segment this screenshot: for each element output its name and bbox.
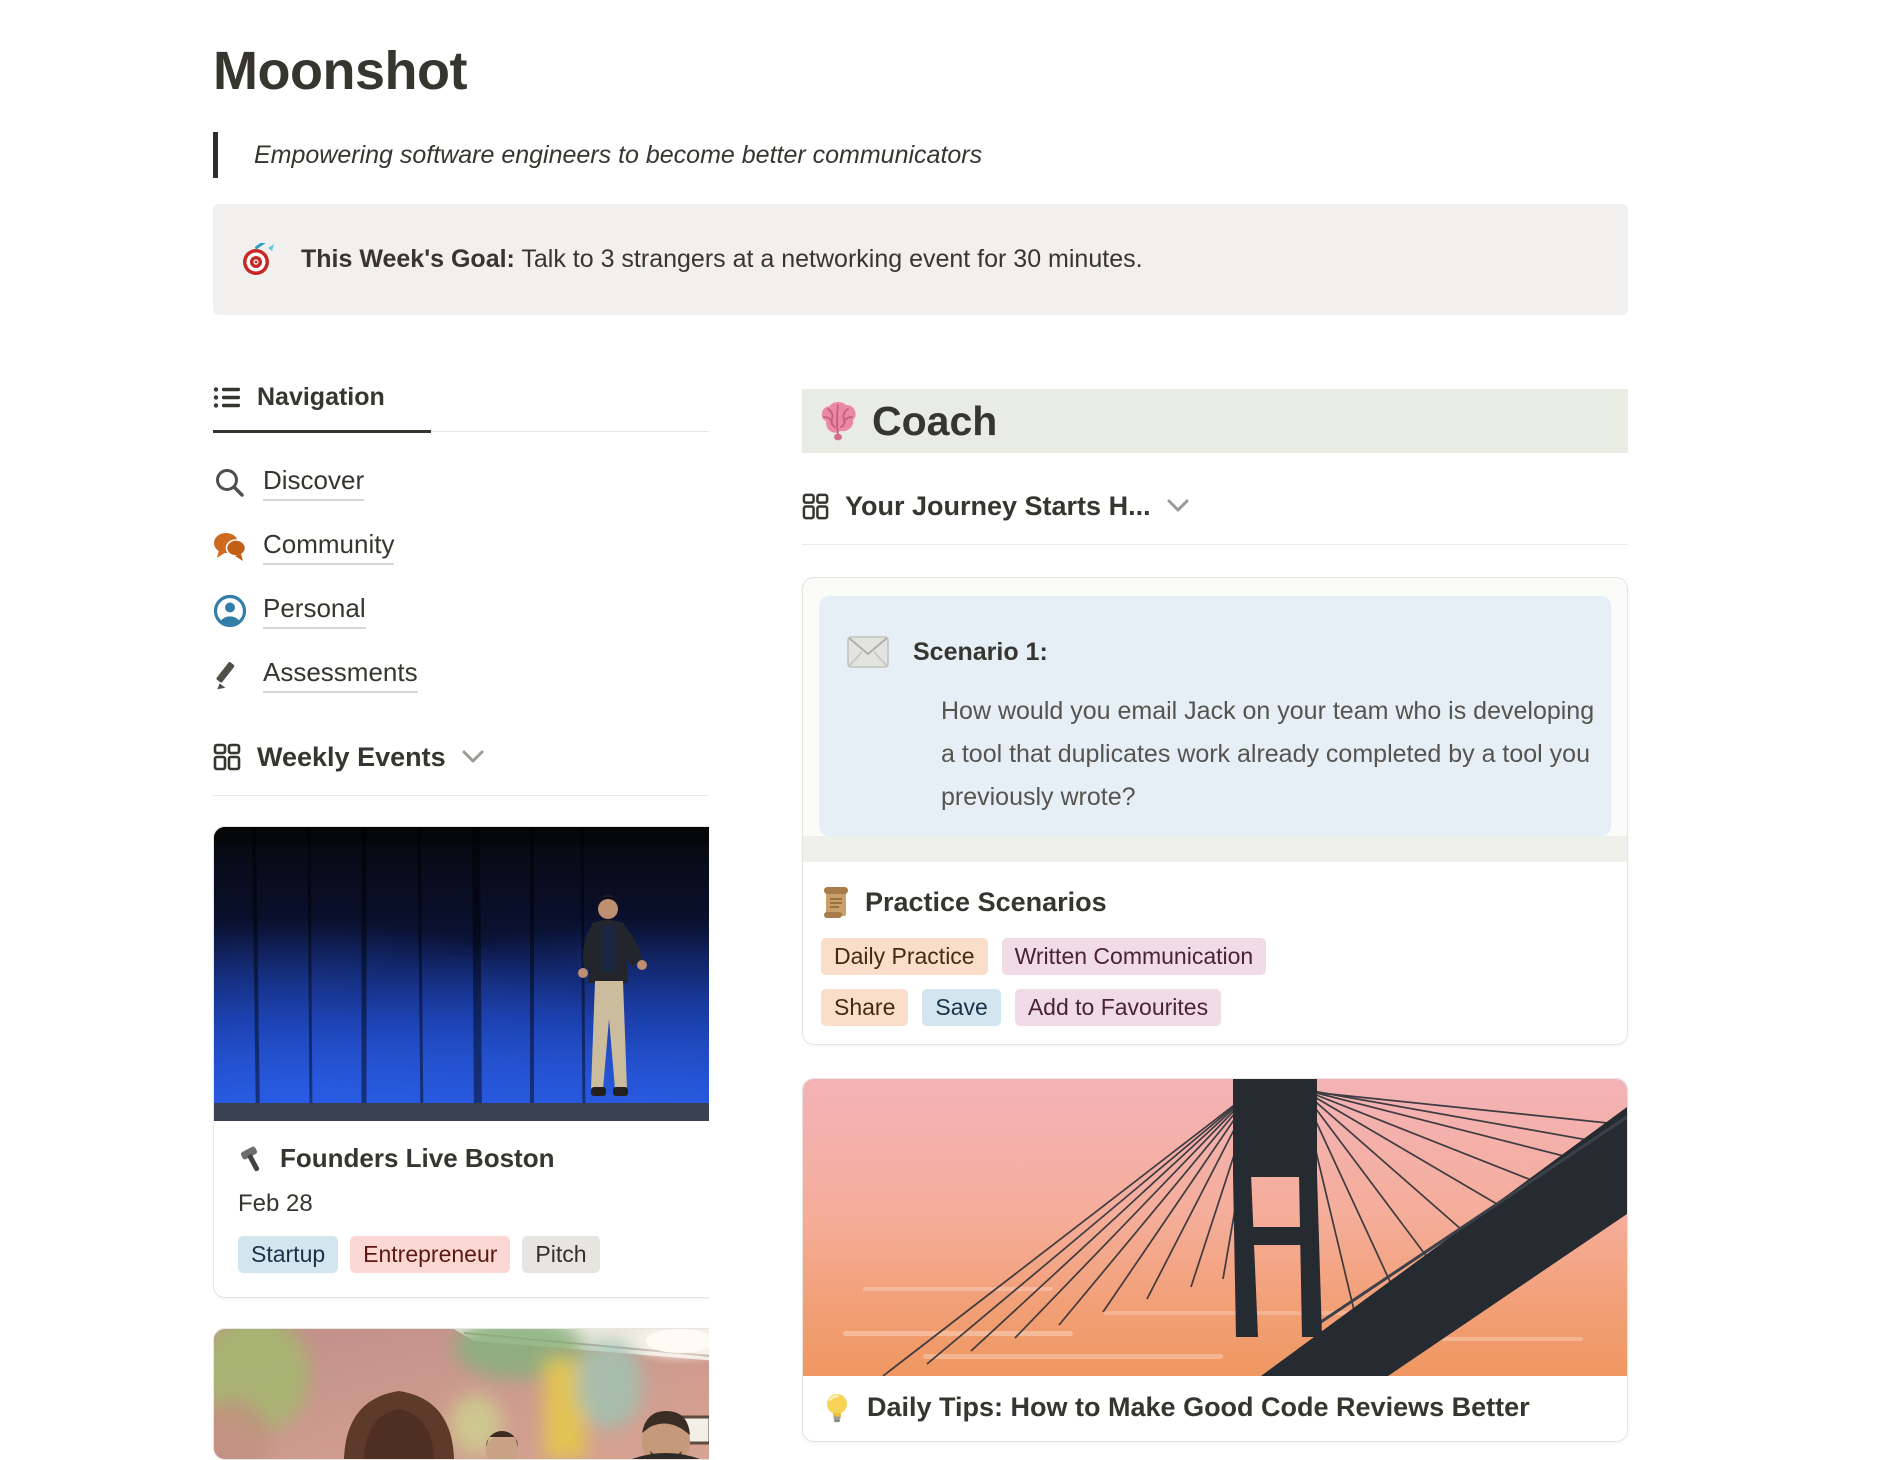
tag-written-communication: Written Communication [1002, 938, 1267, 975]
practice-card-body [803, 862, 1627, 1044]
chevron-down-icon[interactable] [1167, 499, 1189, 513]
daily-tips-title: Daily Tips: How to Make Good Code Reviews Better [867, 1392, 1530, 1422]
weekly-goal-value: Talk to 3 strangers at a networking event for 30 minutes. [514, 245, 1143, 273]
tag-daily-practice: Daily Practice [821, 938, 988, 975]
gallery-grid-icon [213, 743, 241, 771]
scenario-callout-panel [819, 596, 1611, 836]
chevron-down-icon[interactable] [462, 750, 484, 764]
bulleted-list-icon [213, 384, 240, 411]
nav-link-community[interactable] [213, 527, 709, 567]
notion-page [213, 40, 1628, 1460]
practice-tags-row-2 [821, 989, 1609, 1026]
nav-link-discover[interactable] [213, 463, 709, 503]
daily-tips-title-row [803, 1376, 1627, 1441]
coach-heading [802, 389, 1628, 453]
nav-link-assessments[interactable] [213, 655, 709, 695]
quote-block [213, 132, 1628, 178]
scroll-emoji-icon [821, 886, 851, 918]
nav-link-personal[interactable] [213, 591, 709, 631]
speaker-on-stage-image [214, 827, 709, 1121]
tab-active-underline [213, 430, 709, 433]
practice-scenarios-card[interactable] [802, 577, 1628, 1045]
nav-link-assessments-label: Assessments [263, 657, 418, 693]
weekly-events-label: Weekly Events [257, 741, 446, 772]
search-icon [213, 466, 247, 500]
event-card-title: Founders Live Boston [280, 1143, 555, 1173]
hammer-emoji-icon [238, 1145, 266, 1173]
weekly-goal-callout [213, 204, 1628, 315]
journey-tab[interactable] [802, 486, 1628, 526]
tag-startup: Startup [238, 1236, 338, 1273]
quote-text: Empowering software engineers to become better communicators [254, 140, 983, 169]
chat-bubbles-icon [213, 530, 247, 564]
weekly-goal-label: This Week's Goal: [301, 245, 515, 273]
tab-navigation-label: Navigation [257, 382, 385, 411]
quote-bar [213, 132, 218, 178]
tag-save: Save [922, 989, 1000, 1026]
bridge-sunset-image [803, 1079, 1627, 1376]
nav-link-community-label: Community [263, 529, 394, 565]
embed-bottom-strip [803, 836, 1627, 862]
weekly-events-divider [213, 795, 709, 796]
gallery-grid-icon [802, 493, 829, 520]
brain-emoji-icon [818, 401, 858, 441]
event-card-tags [238, 1236, 709, 1273]
tag-add-to-favourites: Add to Favourites [1015, 989, 1221, 1026]
journey-tab-label: Your Journey Starts H... [845, 490, 1151, 521]
nav-link-personal-label: Personal [263, 593, 366, 629]
tag-pitch: Pitch [522, 1236, 599, 1273]
left-column [213, 377, 709, 1460]
event-card-body [214, 1121, 709, 1297]
page-title: Moonshot [213, 41, 467, 101]
event-card-founders-live-boston[interactable] [213, 826, 709, 1298]
lightbulb-emoji-icon [823, 1393, 851, 1423]
event-card-date: Feb 28 [238, 1190, 313, 1217]
navigation-links [213, 463, 709, 695]
nav-link-discover-label: Discover [263, 465, 364, 501]
two-column-layout [213, 377, 1628, 1460]
coach-heading-label: Coach [872, 397, 998, 444]
weekly-events-toggle[interactable] [213, 737, 709, 777]
right-column [802, 377, 1628, 1460]
tag-entrepreneur: Entrepreneur [350, 1236, 510, 1273]
practice-tags-row-1 [821, 938, 1609, 975]
tab-navigation[interactable] [213, 377, 709, 417]
pencil-icon [213, 658, 247, 692]
weekly-goal-text [301, 245, 1143, 274]
scenario-embed-preview [803, 578, 1627, 862]
target-dart-emoji-icon [241, 243, 275, 277]
envelope-emoji-icon [847, 636, 889, 668]
event-card-networking[interactable] [213, 1328, 709, 1460]
practice-card-title: Practice Scenarios [865, 886, 1107, 917]
office-networking-image [214, 1329, 709, 1459]
tag-share: Share [821, 989, 908, 1026]
scenario-heading: Scenario 1: [913, 637, 1048, 666]
person-circle-icon [213, 594, 247, 628]
daily-tips-card[interactable] [802, 1078, 1628, 1442]
journey-tab-divider [802, 544, 1628, 545]
scenario-body-text: How would you email Jack on your team who is developing a tool that duplicates work already completed by a tool you previously wrote? [941, 697, 1595, 811]
